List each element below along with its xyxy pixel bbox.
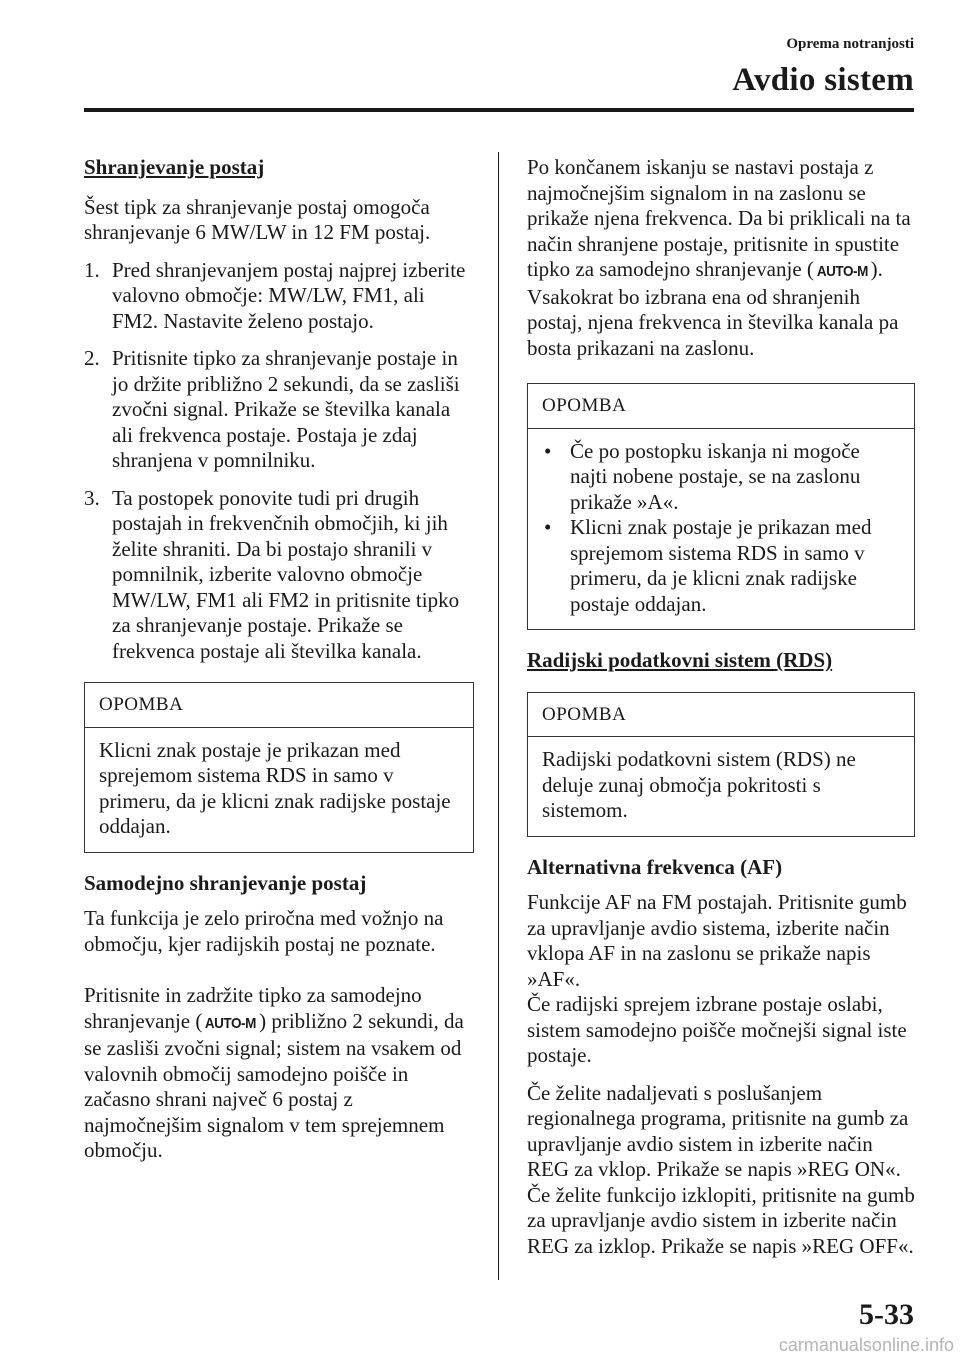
- left-column: [84, 155, 474, 1176]
- paragraph: Ta funkcija je zelo priročna med vožnjo na območju, kjer radijskih postaj ne poznate.: [84, 906, 444, 956]
- paragraph: Pritisnite in zadržite tipko za samodejno shranjevanje ( AUTO-M ) približno 2 sekundi, da se zasliši zvočni signal; sistem na vsakem od valovnih območij samodejno poišče in začasno shrani največ 6 postaj z najmočnejšim signalom v tem sprejemnem območju.: [84, 983, 464, 1162]
- steps-list: [84, 258, 474, 665]
- note-title: OPOMBA: [528, 693, 914, 738]
- note-title: OPOMBA: [528, 384, 914, 429]
- list-item: 1. Pred shranjevanjem postaj najprej izberite valovno območje: MW/LW, FM1, ali FM2. Nastavite želeno postajo.: [84, 257, 466, 333]
- note-body: Klicni znak postaje je prikazan med sprejemom sistema RDS in samo v primeru, da je klicni znak radijske postaje oddajan.: [99, 737, 451, 838]
- list-item: 2. Pritisnite tipko za shranjevanje postaje in jo držite približno 2 sekundi, da se zasliši zvočni signal. Prikaže se številka kanala ali frekvenca postaje. Postaja je zdaj shranjena v pomnilniku.: [84, 346, 460, 472]
- page-title: Avdio sistem: [732, 62, 914, 98]
- list-item: 3. Ta postopek ponovite tudi pri drugih postajah in frekvenčnih območjih, ki jih želite shraniti. Da bi postajo shranili v pomnilnik, izberite valovno območje MW/LW, FM1 ali FM2 in pritisnite tipko za shranjevanje postaje. Prikaže se frekvenca postaje ali številka kanala.: [84, 485, 460, 663]
- intro-paragraph: Šest tipk za shranjevanje postaj omogoča shranjevanje 6 MW/LW in 12 FM postaj.: [84, 194, 431, 244]
- note-body: Radijski podatkovni sistem (RDS) ne deluje zunaj območja pokritosti s sistemom.: [542, 747, 856, 822]
- watermark: carmanualsonline.info: [778, 1335, 954, 1355]
- list-item: • Če po postopku iskanja ni mogoče najti nobene postaje, se na zaslonu prikaže »A«.: [544, 438, 861, 514]
- note-list: [542, 439, 900, 618]
- paragraph: Po končanem iskanju se nastavi postaja z najmočnejšim signalom in na zaslonu se prikaže njena frekvenca. Da bi priklicali na ta način shranjene postaje, pritisnite in spustite tipko za samodejno shranjevanje ( AUTO-M ). Vsakokrat bo izbrana ena od shranjenih postaj, njena frekvenca in številka kanala pa bosta prikazani na zaslonu.: [527, 155, 911, 360]
- note-box: [527, 692, 915, 837]
- note-title: OPOMBA: [85, 683, 473, 728]
- note-box: [527, 383, 915, 630]
- page-number: 5-33: [859, 1298, 914, 1331]
- paragraph: Če želite nadaljevati s poslušanjem regionalnega programa, pritisnite na gumb za upravljanje avdio sistem in izberite način REG za vklop. Prikaže se napis »REG ON«. Če želite funkcijo izklopiti, pritisnite na gumb za upravljanje avdio sistem in izberite način REG za izklop. Prikaže se napis »REG OFF«.: [527, 1080, 915, 1258]
- paragraph: Funkcije AF na FM postajah. Pritisnite gumb za upravljanje avdio sistema, izberite način vklopa AF in na zaslonu se prikaže napis »AF«. Če radijski sprejem izbrane postaje oslabi, sistem samodejno poišče močnejši signal iste postaje.: [527, 890, 907, 1067]
- bullet-icon: •: [544, 515, 552, 539]
- heading-af: Alternativna frekvenca (AF): [527, 854, 783, 879]
- heading-rds: Radijski podatkovni sistem (RDS): [527, 648, 833, 672]
- list-item: • Klicni znak postaje je prikazan med sprejemom sistema RDS in samo v primeru, da je klicni znak radijske postaje oddajan.: [544, 515, 872, 616]
- bullet-icon: •: [544, 438, 552, 463]
- note-box: [84, 682, 474, 853]
- heading-station-storage: Shranjevanje postaj: [84, 155, 265, 179]
- column-divider: [498, 152, 499, 1280]
- right-column: [527, 155, 915, 1271]
- section-label: Oprema notranjosti: [786, 36, 914, 52]
- auto-m-button-symbol: AUTO-M: [816, 263, 868, 280]
- auto-m-button-symbol: AUTO-M: [205, 1014, 257, 1032]
- header-divider: [84, 108, 914, 112]
- heading-auto-storage: Samodejno shranjevanje postaj: [84, 870, 367, 895]
- note-body: [528, 429, 914, 630]
